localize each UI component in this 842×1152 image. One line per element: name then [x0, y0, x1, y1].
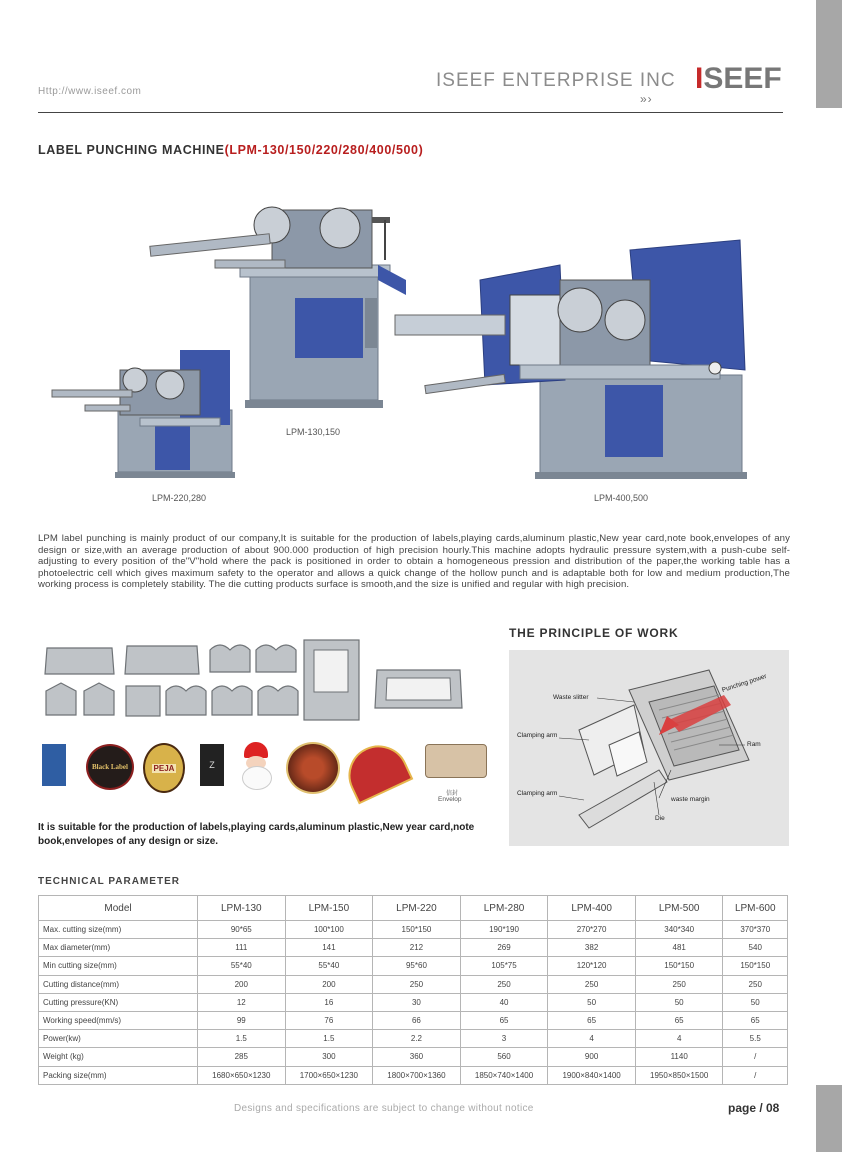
table-cell: 150*150: [635, 957, 723, 975]
side-tab-bottom: [816, 1085, 842, 1152]
table-cell: 40: [460, 993, 548, 1011]
table-cell: 65: [548, 1011, 636, 1029]
table-cell: 120*120: [548, 957, 636, 975]
title-models: (LPM-130/150/220/280/400/500): [224, 143, 424, 157]
table-row: [39, 1048, 788, 1066]
table-cell: 55*40: [285, 957, 373, 975]
header-rule: [38, 112, 783, 113]
table-cell: 99: [198, 1011, 286, 1029]
table-cell: 12: [198, 993, 286, 1011]
company-logo: [695, 62, 782, 96]
principle-diagram: [509, 650, 789, 846]
table-cell: 250: [723, 975, 788, 993]
table-cell: 65: [723, 1011, 788, 1029]
table-row: [39, 975, 788, 993]
table-cell: 269: [460, 939, 548, 957]
table-row-label: Packing size(mm): [39, 1066, 198, 1084]
table-cell: 1680×650×1230: [198, 1066, 286, 1084]
table-cell: LPM-600: [723, 896, 788, 921]
table-cell: 50: [548, 993, 636, 1011]
table-cell: 190*190: [460, 921, 548, 939]
sample-black-label: [86, 744, 134, 790]
table-cell: 100*100: [285, 921, 373, 939]
sample-card-blue: [42, 744, 66, 786]
table-cell: 200: [285, 975, 373, 993]
header-arrows: »›: [640, 92, 653, 106]
header-url[interactable]: Http://www.iseef.com: [38, 86, 142, 97]
table-cell: 212: [373, 939, 461, 957]
table-row: [39, 1011, 788, 1029]
table-row-label: Min cutting size(mm): [39, 957, 198, 975]
table-cell: 1800×700×1360: [373, 1066, 461, 1084]
table-row: [39, 1066, 788, 1084]
table-cell: 4: [548, 1030, 636, 1048]
table-cell: 481: [635, 939, 723, 957]
label-ram: Ram: [747, 741, 761, 748]
table-row-label: Model: [39, 896, 198, 921]
table-row-label: Max. cutting size(mm): [39, 921, 198, 939]
table-row-label: Max diameter(mm): [39, 939, 198, 957]
suitable-text: It is suitable for the production of labels,playing cards,aluminum plastic,New year card,note book,envelopes of any design or size.: [38, 822, 475, 847]
table-cell: 250: [635, 975, 723, 993]
footer-note: Designs and specifications are subject to change without notice: [234, 1103, 534, 1114]
label-waste-margin: waste margin: [671, 796, 710, 803]
table-cell: 150*150: [723, 957, 788, 975]
table-row-label: Weight (kg): [39, 1048, 198, 1066]
table-row: [39, 957, 788, 975]
page-title: [38, 143, 423, 157]
table-cell: 370*370: [723, 921, 788, 939]
table-cell: 50: [635, 993, 723, 1011]
table-cell: 90*65: [198, 921, 286, 939]
sample-envelope-net: [425, 744, 487, 778]
caption-lpm-130-150: LPM-130,150: [286, 427, 341, 437]
table-cell: 5.5: [723, 1030, 788, 1048]
envelope-label-cn: 信封: [446, 791, 459, 797]
table-cell: LPM-500: [635, 896, 723, 921]
table-cell: 1.5: [198, 1030, 286, 1048]
table-cell: LPM-220: [373, 896, 461, 921]
table-cell: 1850×740×1400: [460, 1066, 548, 1084]
black-label-text: Black Label: [92, 763, 128, 771]
table-cell: 16: [285, 993, 373, 1011]
sample-z-card: [200, 744, 224, 786]
table-cell: 4: [635, 1030, 723, 1048]
table-cell: 111: [198, 939, 286, 957]
table-cell: 105*75: [460, 957, 548, 975]
description-paragraph: LPM label punching is mainly product of our company,It is suitable for the production of labels,playing cards,aluminum plastic,New year card,note book,envelopes of any design or size,with an average production of about 900.000 production of high precision hourly.This machine adopts hydraulic pressure system,with a push-cube self-adjusting to every position of the"V"hold where the pack is positioned in order to obtain a homogeneous pression and distribution of the paper,the working table has a photoelectric cell which gives maximum safety to the operator and allows a quick change of the hollow punch and is adaptable both for low and medium production,The working process is completely stability. The die cutting products surface is smooth,and the size is unified and regular with high precision.: [38, 533, 790, 590]
table-cell: 2.2: [373, 1030, 461, 1048]
machines-illustration: [40, 180, 760, 480]
tech-heading: TECHNICAL PARAMETER: [38, 876, 180, 887]
table-cell: 1950×850×1500: [635, 1066, 723, 1084]
side-tab-top: [816, 0, 842, 108]
table-cell: 95*60: [373, 957, 461, 975]
z-card-text: Z: [209, 760, 215, 770]
table-row: [39, 993, 788, 1011]
table-cell: LPM-150: [285, 896, 373, 921]
table-cell: 285: [198, 1048, 286, 1066]
table-cell: 250: [460, 975, 548, 993]
table-cell: 150*150: [373, 921, 461, 939]
peja-label-text: PEJA: [153, 763, 175, 773]
table-cell: 250: [548, 975, 636, 993]
table-cell: LPM-130: [198, 896, 286, 921]
machine-lpm-220-illustration: [52, 350, 235, 478]
table-cell: LPM-280: [460, 896, 548, 921]
table-cell: 360: [373, 1048, 461, 1066]
table-cell: 55*40: [198, 957, 286, 975]
label-clamping-arm-2: Clamping arm: [517, 790, 558, 797]
table-cell: 65: [460, 1011, 548, 1029]
table-row-label: Cutting distance(mm): [39, 975, 198, 993]
page-number: page / 08: [728, 1101, 780, 1115]
table-cell: 560: [460, 1048, 548, 1066]
table-cell: 1900×840×1400: [548, 1066, 636, 1084]
tech-table: [38, 895, 788, 1085]
title-main: LABEL PUNCHING MACHINE: [38, 143, 225, 157]
sample-products-row: [40, 740, 495, 806]
table-cell: 141: [285, 939, 373, 957]
table-row-label: Cutting pressure(KN): [39, 993, 198, 1011]
table-row: [39, 921, 788, 939]
table-cell: 540: [723, 939, 788, 957]
table-cell: 300: [285, 1048, 373, 1066]
table-cell: 1140: [635, 1048, 723, 1066]
logo-i: I: [695, 62, 704, 95]
table-cell: 30: [373, 993, 461, 1011]
table-cell: 382: [548, 939, 636, 957]
sample-fan-label: [339, 736, 414, 805]
envelope-label-en: Envelop: [438, 796, 462, 803]
table-cell: /: [723, 1066, 788, 1084]
caption-lpm-400-500: LPM-400,500: [594, 493, 649, 503]
sample-peja-label: [143, 743, 185, 793]
table-cell: 3: [460, 1030, 548, 1048]
table-header-row: [39, 896, 788, 921]
table-cell: 76: [285, 1011, 373, 1029]
sample-santa-sticker: [238, 742, 274, 790]
table-cell: 900: [548, 1048, 636, 1066]
label-punching-power: Punching power: [721, 672, 768, 695]
table-cell: /: [723, 1048, 788, 1066]
table-cell: 200: [198, 975, 286, 993]
sample-round-label: [286, 742, 340, 794]
table-row: [39, 939, 788, 957]
table-cell: 66: [373, 1011, 461, 1029]
principle-heading: THE PRINCIPLE OF WORK: [509, 626, 679, 640]
table-row-label: Power(kw): [39, 1030, 198, 1048]
company-name: ISEEF ENTERPRISE INC: [436, 70, 676, 91]
table-row: [39, 1030, 788, 1048]
label-waste-slitter: Waste slitter: [553, 694, 589, 701]
caption-lpm-220-280: LPM-220,280: [152, 493, 207, 503]
logo-rest: SEEF: [703, 62, 782, 95]
table-cell: 1.5: [285, 1030, 373, 1048]
label-die: Die: [655, 815, 665, 822]
table-cell: 250: [373, 975, 461, 993]
table-cell: 50: [723, 993, 788, 1011]
punch-dies-illustration: [42, 636, 497, 726]
table-cell: 340*340: [635, 921, 723, 939]
machine-lpm-400-illustration: [395, 240, 747, 479]
table-row-label: Working speed(mm/s): [39, 1011, 198, 1029]
table-cell: 270*270: [548, 921, 636, 939]
label-clamping-arm-1: Clamping arm: [517, 732, 558, 739]
table-cell: 1700×650×1230: [285, 1066, 373, 1084]
table-cell: 65: [635, 1011, 723, 1029]
table-cell: LPM-400: [548, 896, 636, 921]
